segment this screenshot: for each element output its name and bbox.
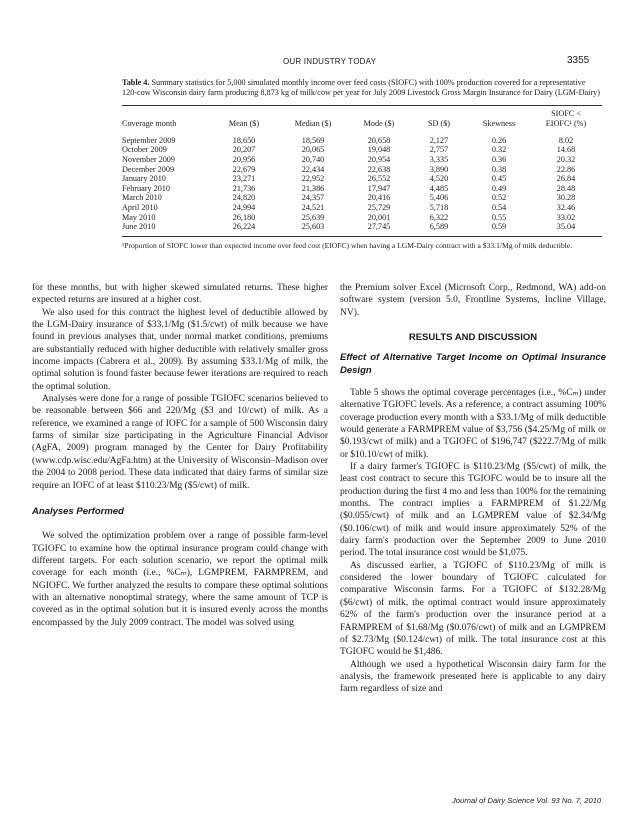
cell-skewness: 0.45: [491, 174, 507, 184]
cell-siofc: 30.28: [556, 193, 576, 203]
cell-month: April 2010: [122, 202, 158, 212]
cell-mode: 20,954: [367, 155, 391, 164]
cell-sd: 3,335: [429, 155, 449, 164]
table-bottom-rule: [122, 236, 602, 237]
cell-sd: 4,485: [429, 183, 449, 193]
paragraph: Analyses were done for a range of possible TGIOFC scenarios believed to be reasonable between $66 and 220/Mg ($3 and 10/cwt) of milk. As a reference, we examined a range of IOFC for a sample of 500 Wisconsin dairy farms of similar size participating in the Agriculture Financial Advisor (AgFA, 2009) program managed by the Center for Dairy Profitability (www.cdp.wisc.edu/AgFa.htm) at the University of Wisconsin–Madison over the 2004 to 2008 period. These data indicated that dairy farms of similar size require an IOFC of at least $110.23/Mg ($5/cwt) of milk.: [32, 394, 328, 491]
table-row: [122, 155, 602, 165]
cell-month: November 2009: [122, 155, 175, 164]
cell-sd: 2,757: [429, 145, 449, 155]
right-column: [340, 282, 606, 696]
cell-mean: 23,271: [232, 174, 256, 184]
table-body: [122, 132, 602, 236]
cell-sd: 4,520: [429, 174, 449, 184]
col-header-skewness: Skewness: [482, 118, 516, 128]
cell-skewness: 0.55: [491, 212, 507, 222]
table-row: [122, 193, 602, 203]
cell-month: February 2010: [122, 183, 170, 193]
paragraph: Table 5 shows the optimal coverage percentages (i.e., %Cₘ) under alternative TGIOFC levels. As a reference, a contract assuming 100% coverage production every month with a $33.1/Mg of milk deductible would generate a FARMPREM value of $3,756 ($4.25/Mg of milk or $0.193/cwt of milk) and a TGIOFC of $196,747 ($222.7/Mg of milk or $10.10/cwt of milk).: [340, 387, 606, 460]
col-header-siofc-line1: SIOFC <: [551, 108, 581, 118]
cell-month: March 2010: [122, 193, 162, 203]
col-header-month: Coverage month: [122, 118, 177, 128]
table-footnote: ¹Proportion of SIOFC lower than expected income over feed cost (EIOFC) when having a LGM-Dairy contract with a $33.1/Mg of milk deductible.: [122, 240, 572, 250]
cell-median: 24,357: [301, 193, 325, 203]
table-row: [122, 203, 602, 213]
cell-month: May 2010: [122, 212, 156, 222]
cell-siofc: 22.86: [556, 164, 576, 174]
cell-median: 20,740: [301, 155, 325, 164]
cell-mean: 24,820: [232, 193, 256, 203]
cell-skewness: 0.32: [491, 145, 507, 155]
cell-month: January 2010: [122, 174, 166, 184]
cell-skewness: 0.54: [491, 202, 507, 212]
cell-sd: 2,127: [429, 135, 449, 145]
table-row: [122, 174, 602, 184]
table-caption-text: Summary statistics for 5,000 simulated monthly income over feed costs (SIOFC) with 100% production covered for a representative 120-cow Wisconsin dairy farm producing 8,873 kg of milk/cow per year for July 2009 Livestock Gross Margin Insurance for Dairy (LGM-Dairy): [122, 78, 600, 98]
cell-month: October 2009: [122, 145, 167, 155]
col-header-siofc: [530, 106, 602, 132]
page-number: 3355: [567, 55, 590, 66]
cell-mean: 20,956: [232, 155, 256, 164]
col-header-mean: Mean ($): [228, 118, 260, 128]
cell-mode: 20,001: [367, 212, 391, 222]
cell-sd: 6,589: [429, 222, 449, 232]
col-header-mode: Mode ($): [363, 118, 395, 128]
cell-skewness: 0.59: [491, 222, 507, 232]
cell-siofc: 14.68: [556, 145, 576, 155]
cell-mean: 22,679: [232, 164, 256, 174]
cell-mode: 22,638: [367, 164, 391, 174]
cell-skewness: 0.26: [491, 135, 507, 145]
cell-mean: 26,180: [232, 212, 256, 222]
cell-siofc: 33.02: [556, 212, 576, 222]
paragraph: We also used for this contract the highest level of deductible allowed by the LGM-Dairy insurance of $33.1/Mg ($1.5/cwt) of milk because we have found in previous analyses that, under normal market conditions, premiums are substantially reduced with higher deductible with relatively smaller gross income impacts (Cabrera et al., 2009). By assuming $33.1/Mg of milk, the optimal solution is found faster because fewer iterations are required to reach the optimal solution.: [32, 307, 328, 392]
table-4: [122, 78, 602, 258]
table-row: [122, 165, 602, 175]
col-header-siofc-line2: EIOFC¹ (%): [545, 118, 587, 128]
cell-mean: 24,994: [232, 202, 256, 212]
col-header-sd: SD ($): [427, 118, 451, 128]
cell-month: September 2009: [122, 135, 176, 145]
cell-mode: 17,947: [367, 183, 391, 193]
table-row: [122, 132, 602, 146]
cell-skewness: 0.49: [491, 183, 507, 193]
cell-sd: 3,890: [429, 164, 449, 174]
cell-mean: 26,224: [232, 222, 256, 232]
cell-median: 24,521: [301, 202, 325, 212]
cell-siofc: 35.04: [556, 222, 576, 232]
cell-sd: 6,322: [429, 212, 449, 222]
paragraph: If a dairy farmer's TGIOFC is $110.23/Mg ($5/cwt) of milk, the least cost contract to secure this TGIOFC would be to insure all the production during the first 4 mo and less than 100% for the remaining months. The contract implies a FARMPREM of $1.22/Mg ($0.055/cwt) of milk and an LGMPREM value of $2.34/Mg ($0.106/cwt) of milk and would insure approximately 52% of the dairy farm's production over the September 2009 to June 2010 period. The total insurance cost would be $1,075.: [340, 462, 606, 559]
subsection-heading: Analyses Performed: [32, 505, 124, 517]
paragraph: for these months, but with higher skewed simulated returns. These higher expected returns are insured at a higher cost.: [32, 283, 328, 306]
table-caption-label: Table 4.: [122, 78, 150, 87]
subsection-heading: Effect of Alternative Target Income on Optimal Insurance Design: [340, 352, 606, 376]
section-heading: RESULTS AND DISCUSSION: [408, 332, 538, 344]
cell-mode: 20,416: [367, 193, 391, 203]
col-header-median: Median ($): [294, 118, 332, 128]
cell-skewness: 0.52: [491, 193, 507, 203]
table-row: [122, 184, 602, 194]
paragraph: Although we used a hypothetical Wisconsin dairy farm for the analysis, the framework presented here is applicable to any dairy farm regardless of size and: [340, 659, 606, 695]
left-column: [32, 282, 328, 629]
table-header-row: [122, 106, 602, 132]
paragraph: We solved the optimization problem over a range of possible farm-level TGIOFC to examine how the optimal insurance program could change with different targets. For each solution scenario, we report the optimal milk coverage for each month (i.e., %Cₘ), LGMPREM, FARMPREM, and NGIOFC. We further analyzed the results to compare these optimal solutions with an alternative nonoptimal strategy, where the same amount of TCP is covered as in the optimal solution but it is insured evenly across the months encompassed by the July 2009 contract. The model was solved using: [32, 531, 328, 628]
cell-median: 21,386: [301, 183, 325, 193]
cell-sd: 5,406: [429, 193, 449, 203]
cell-siofc: 20.32: [556, 155, 576, 164]
cell-median: 22,952: [301, 174, 325, 184]
cell-month: December 2009: [122, 164, 175, 174]
cell-siofc: 8.02: [558, 135, 574, 145]
cell-mode: 20,658: [367, 135, 391, 145]
cell-median: 18,569: [301, 135, 325, 145]
cell-median: 25,603: [301, 222, 325, 232]
cell-median: 25,639: [301, 212, 325, 222]
table-row: [122, 222, 602, 236]
cell-sd: 5,718: [429, 202, 449, 212]
cell-mean: 21,736: [232, 183, 256, 193]
table-row: [122, 213, 602, 223]
cell-mean: 20,207: [232, 145, 256, 155]
cell-siofc: 32.46: [556, 202, 576, 212]
paragraph: As discussed earlier, a TGIOFC of $110.23/Mg of milk is considered the lower boundary of TGIOFC calculated for comparative Wisconsin farms. For a TGIOFC of $132.28/Mg ($6/cwt) of milk, the optimal contract would insure approximately 62% of the farm's production over the insurance period at a FARMPREM of $1.68/Mg ($0.076/cwt) of milk and an LGMPREM of $2.73/Mg ($0.124/cwt) of milk. The total insurance cost at this TGIOFC would be $1,486.: [340, 560, 606, 658]
cell-median: 20,065: [301, 145, 325, 155]
paragraph: the Premium solver Excel (Microsoft Corp., Redmond, WA) add-on software system (version 5.0, Frontline Systems, Incline Village, NV).: [340, 283, 606, 318]
cell-month: June 2010: [122, 222, 156, 232]
table-row: [122, 145, 602, 155]
cell-skewness: 0.38: [491, 164, 507, 174]
cell-mode: 25,729: [367, 202, 391, 212]
cell-mean: 18,650: [232, 135, 256, 145]
cell-siofc: 26.84: [556, 174, 576, 184]
journal-footer: Journal of Dairy Science Vol. 93 No. 7, 2010: [452, 796, 602, 805]
cell-mode: 19,048: [367, 145, 391, 155]
cell-skewness: 0.36: [491, 155, 507, 164]
summary-table: [122, 106, 602, 236]
cell-siofc: 28.48: [556, 183, 576, 193]
journal-section-title: OUR INDUSTRY TODAY: [283, 57, 377, 66]
table-caption: [122, 78, 602, 99]
cell-mode: 26,552: [367, 174, 391, 184]
cell-mode: 27,745: [367, 222, 391, 232]
cell-median: 22,434: [301, 164, 325, 174]
